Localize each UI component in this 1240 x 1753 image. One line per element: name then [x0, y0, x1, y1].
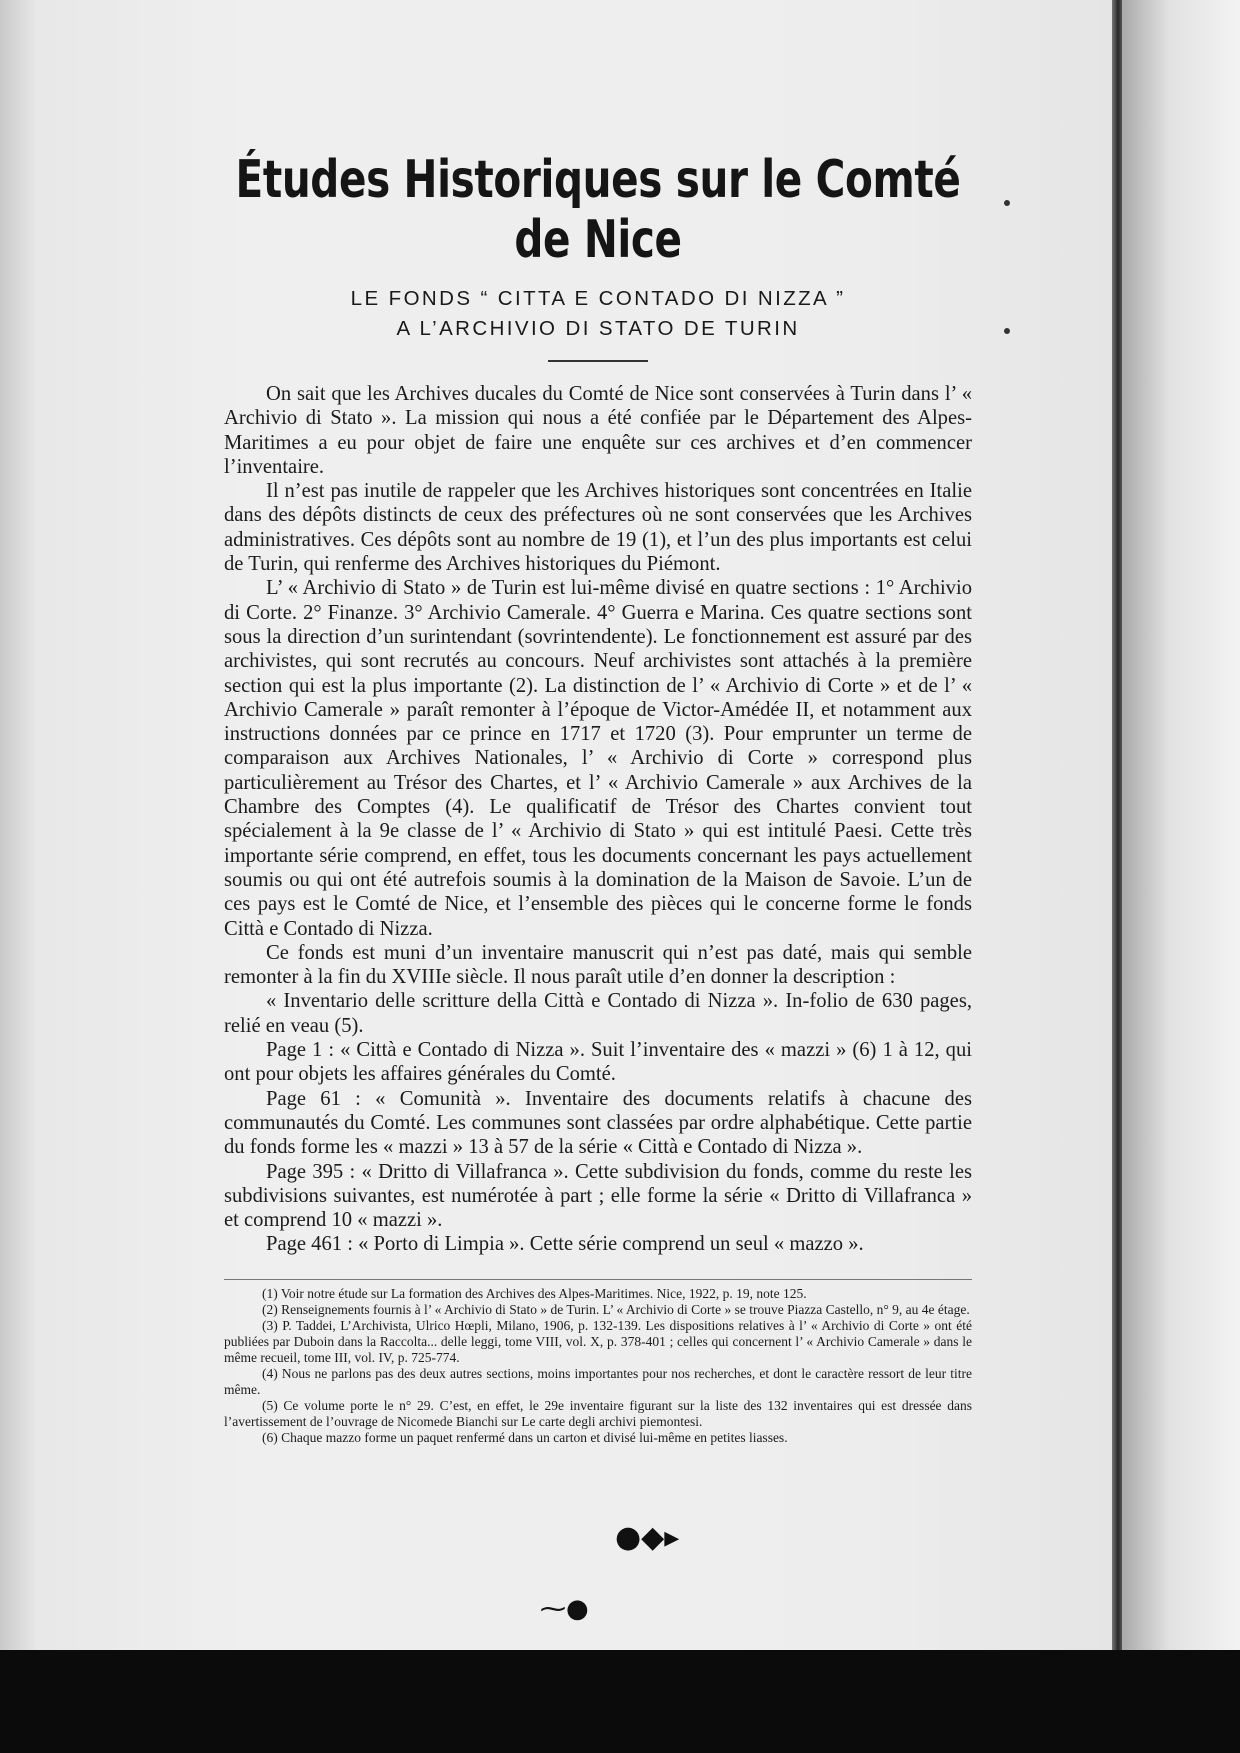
flourish-icon: ⁓● [540, 1594, 589, 1624]
page-content [224, 150, 972, 1446]
paragraph: Il n’est pas inutile de rappeler que les Archives historiques sont concentrées en Italie dans des dépôts distincts de ceux des préfectures où ne sont conservées que les Archives administratives. Ces dépôts sont au nombre de 19 (1), et l’un des plus importants est celui de Turin, qui renferme des Archives historiques du Piémont. [224, 480, 972, 576]
paragraph: L’ « Archivio di Stato » de Turin est lui-même divisé en quatre sections : 1° Archivio di Corte. 2° Finanze. 3° Archivio Camerale. 4° Guerra e Marina. Ces quatre sections sont sous la direction d’un surintendant (sovrintendente). Le fonctionnement est assuré par des archivistes, qui sont recrutés au concours. Neuf archivistes sont attachés à la première section qui est la plus importante (2). La distinction de l’ « Archivio di Corte » et de l’ « Archivio Camerale » paraît remonter à l’époque de Victor-Amédée II, et notamment aux instructions données par ce prince en 1717 et 1720 (3). Pour emprunter un terme de comparaison aux Archives Nationales, l’ « Archivio di Corte » correspond plus particulièrement au Trésor des Chartes, et l’ « Archivio Camerale » aux Archives de la Chambre des Comptes (4). Le qualificatif de Trésor des Chartes convient tout spécialement à la 9e classe de l’ « Archivio di Stato » qui est intitulé Paesi. Cette très importante série comprend, en effet, tous les documents concernant les pays actuellement soumis ou qui ont été autrefois soumis à la domination de la Maison de Savoie. L’un de ces pays est le Comté de Nice, et l’ensemble des pièces qui le concerne forme le fonds Città e Contado di Nizza. [224, 577, 972, 940]
subtitle-line-2: A L’ARCHIVIO DI STATO DE TURIN [396, 317, 800, 340]
paragraph: Page 1 : « Città e Contado di Nizza ». Suit l’inventaire des « mazzi » (6) 1 à 12, qui ont pour objets les affaires générales du Comté. [224, 1039, 972, 1086]
paragraph: Page 61 : « Comunità ». Inventaire des documents relatifs à chacune des communautés du Comté. Les communes sont classées par ordre alphabétique. Cette partie du fonds forme les « mazzi » 13 à 57 de la série « Città e Contado di Nizza ». [224, 1087, 972, 1159]
footnote: (4) Nous ne parlons pas des deux autres sections, moins importantes pour nos recherches, et dont le caractère ressort de leur titre même. [224, 1365, 972, 1397]
body-text [224, 382, 972, 1257]
subtitle-line-1: LE FONDS “ CITTA E CONTADO DI NIZZA ” [350, 287, 846, 310]
footnote: (3) P. Taddei, L’Archivista, Ulrico Hœpli, Milano, 1906, p. 132-139. Les dispositions relatives à l’ « Archivio di Corte » ont été publiées par Duboin dans la Raccolta... delle leggi, tome VIII, vol. X, p. 378-401 ; celles qui concernent l’ « Archivio Camerale » dans le même recueil, tome III, vol. IV, p. 725-774. [224, 1317, 972, 1365]
paragraph: On sait que les Archives ducales du Comté de Nice sont conservées à Turin dans l’ « Archivio di Stato ». La mission qui nous a été confiée par le Département des Alpes-Maritimes a eu pour objet de faire une enquête sur ces archives et d’en commencer l’inventaire. [224, 383, 972, 478]
facing-page-edge [1122, 0, 1240, 1650]
scan-bottom-border [0, 1650, 1240, 1753]
footnote: (5) Ce volume porte le n° 29. C’est, en effet, le 29e inventaire figurant sur la liste des 132 inventaires qui est dressée dans l’avertissement de l’ouvrage de Nicomede Bianchi sur Le carte degli archivi piemontesi. [224, 1397, 972, 1429]
title-rule [548, 360, 648, 362]
paragraph: Page 461 : « Porto di Limpia ». Cette série comprend un seul « mazzo ». [266, 1233, 864, 1256]
paragraph: Page 395 : « Dritto di Villafranca ». Cette subdivision du fonds, comme du reste les subdivisions suivantes, est numérotée à part ; elle forme la série « Dritto di Villafranca » et comprend 10 « mazzi ». [224, 1160, 972, 1232]
book-spine [1112, 0, 1122, 1650]
ink-spot-icon [1004, 328, 1010, 334]
page-title: Études Historiques sur le Comté de Nice [235, 150, 961, 270]
paragraph: Ce fonds est muni d’un inventaire manuscrit qui n’est pas daté, mais qui semble remonter à la fin du XVIIIe siècle. Il nous paraît utile d’en donner la description : [224, 941, 972, 989]
ink-spot-icon [1004, 200, 1010, 206]
paragraph: « Inventario delle scritture della Città e Contado di Nizza ». In-folio de 630 pages, relié en veau (5). [224, 990, 972, 1037]
footnote: (1) Voir notre étude sur La formation des Archives des Alpes-Maritimes. Nice, 1922, p. 19, note 125. [262, 1285, 807, 1301]
footnotes [224, 1279, 972, 1446]
footnote: (6) Chaque mazzo forme un paquet renfermé dans un carton et divisé lui-même en petites liasses. [262, 1429, 788, 1445]
footnote: (2) Renseignements fournis à l’ « Archivio di Stato » de Turin. L’ « Archivio di Corte » se trouve Piazza Castello, n° 9, au 4e étage. [262, 1301, 970, 1317]
ornament-icon: ●◆▸ [615, 1520, 680, 1555]
